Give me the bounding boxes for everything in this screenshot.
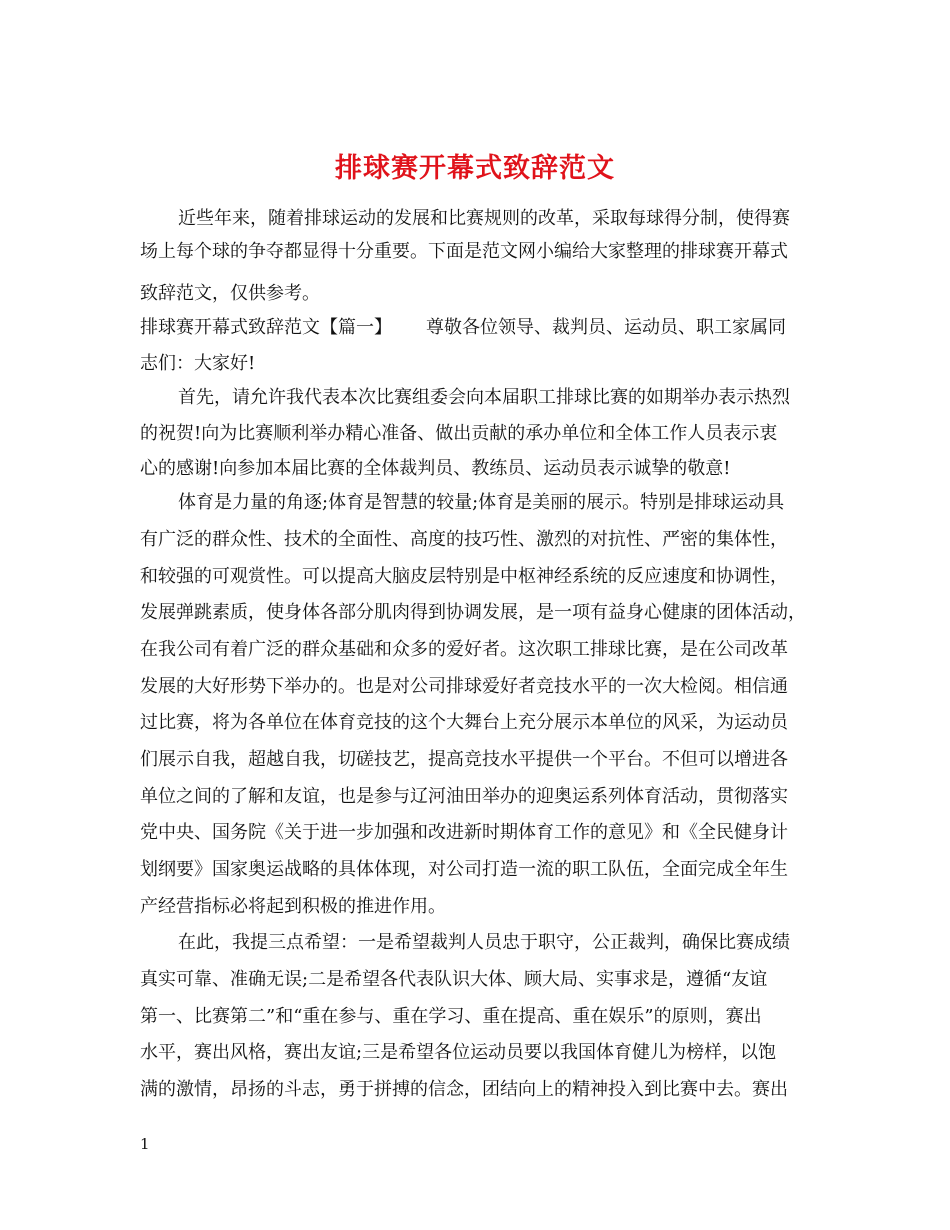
text-line: 致辞范文，仅供参考。	[140, 283, 320, 304]
text-line: 们展示自我，超越自我，切磋技艺，提高竞技水平提供一个平台。不但可以增进各	[140, 749, 788, 770]
text-line: 第一、比赛第二”和“重在参与、重在学习、重在提高、重在娱乐”的原则，赛出	[140, 1006, 762, 1027]
text-line: 体育是力量的角逐;体育是智慧的较量;体育是美丽的展示。特别是排球运动具	[178, 492, 785, 513]
text-line: 有广泛的群众性、技术的全面性、高度的技巧性、激烈的对抗性、严密的集体性，	[140, 529, 788, 550]
greeting: 尊敬各位领导、裁判员、运动员、职工家属同	[426, 317, 786, 338]
text-line: 发展的大好形势下举办的。也是对公司排球爱好者竞技水平的一次大检阅。相信通	[140, 676, 788, 697]
text-line: 真实可靠、准确无误;二是希望各代表队识大体、顾大局、实事求是，遵循“友谊	[140, 969, 768, 990]
text-line: 划纲要》国家奥运战略的具体体现，对公司打造一流的职工队伍，全面完成全年生	[140, 859, 788, 880]
text-line: 近些年来，随着排球运动的发展和比赛规则的改革，采取每球得分制，使得赛	[178, 208, 790, 229]
text-line: 在我公司有着广泛的群众基础和众多的爱好者。这次职工排球比赛，是在公司改革	[140, 639, 788, 660]
section-heading: 排球赛开幕式致辞范文【篇一】	[140, 317, 392, 338]
text-line: 心的感谢!向参加本届比赛的全体裁判员、教练员、运动员表示诚挚的敬意!	[140, 458, 731, 479]
page-title: 排球赛开幕式致辞范文	[335, 153, 615, 185]
text-line: 单位之间的了解和友谊，也是参与辽河油田举办的迎奥运系列体育活动，贯彻落实	[140, 786, 788, 807]
text-line: 水平，赛出风格，赛出友谊;三是希望各位运动员要以我国体育健儿为榜样，以饱	[140, 1042, 777, 1063]
greeting-line: 志们：大家好!	[140, 353, 256, 374]
section-heading-line	[140, 316, 830, 340]
text-line: 满的激情，昂扬的斗志，勇于拼搏的信念，团结向上的精神投入到比赛中去。赛出	[140, 1079, 788, 1100]
text-line: 发展弹跳素质，使身体各部分肌肉得到协调发展，是一项有益身心健康的团体活动，	[140, 602, 806, 623]
text-line: 的祝贺!向为比赛顺利举办精心准备、做出贡献的承办单位和全体工作人员表示衷	[140, 423, 778, 444]
text-line: 产经营指标必将起到积极的推进作用。	[140, 896, 446, 917]
page-number: 1	[140, 1135, 150, 1153]
text-line: 在此，我提三点希望：一是希望裁判人员忠于职守，公正裁判，确保比赛成绩	[178, 932, 790, 953]
text-line: 党中央、国务院《关于进一步加强和改进新时期体育工作的意见》和《全民健身计	[140, 822, 788, 843]
text-line: 和较强的可观赏性。可以提高大脑皮层特别是中枢神经系统的反应速度和协调性，	[140, 566, 788, 587]
text-line: 首先，请允许我代表本次比赛组委会向本届职工排球比赛的如期举办表示热烈	[178, 387, 790, 408]
text-line: 场上每个球的争夺都显得十分重要。下面是范文网小编给大家整理的排球赛开幕式	[140, 241, 788, 262]
text-line: 过比赛，将为各单位在体育竞技的这个大舞台上充分展示本单位的风采，为运动员	[140, 712, 788, 733]
